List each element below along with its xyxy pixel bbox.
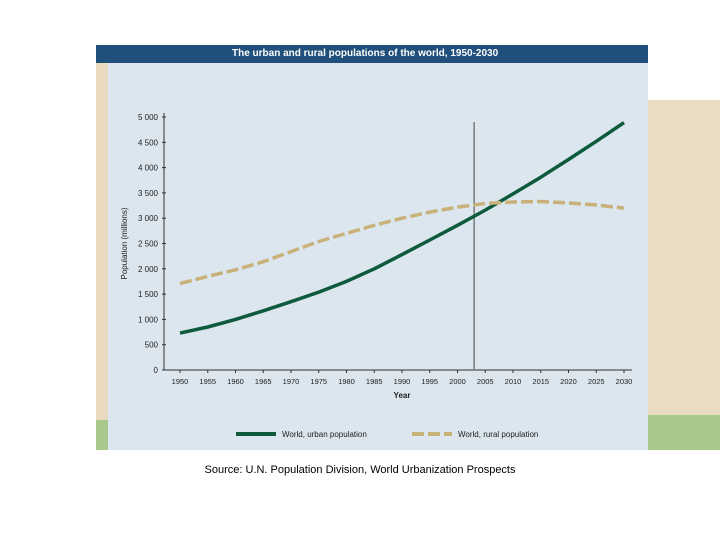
y-tick-label: 4 000 (137, 163, 158, 173)
x-tick-label: 1975 (310, 377, 328, 386)
chart-title: The urban and rural populations of the world, 1950-2030 (232, 48, 499, 59)
x-tick-label: 2005 (476, 377, 494, 386)
x-tick-label: 1955 (199, 377, 217, 386)
x-tick-label: 1985 (365, 377, 383, 386)
y-tick-label: 4 500 (137, 138, 158, 148)
y-tick-label: 0 (153, 366, 158, 375)
x-tick-label: 2010 (504, 377, 522, 386)
y-tick-label: 1 500 (137, 290, 158, 300)
x-tick-label: 1960 (227, 377, 244, 386)
x-tick-label: 1980 (338, 377, 355, 386)
y-tick-label: 5 000 (137, 113, 158, 122)
x-tick-label: 1995 (421, 377, 439, 386)
source-caption: Source: U.N. Population Division, World Urbanization Prospects (204, 464, 516, 476)
urban-population-line (180, 123, 624, 334)
y-axis-label: Population (millions) (120, 207, 129, 280)
x-tick-label: 2030 (615, 377, 633, 386)
x-tick-label: 2000 (449, 377, 466, 386)
x-tick-label: 1990 (393, 377, 411, 386)
legend-label-rural: World, rural population (458, 430, 539, 439)
x-tick-label: 1965 (254, 377, 272, 386)
x-tick-label: 1970 (282, 377, 300, 386)
y-tick-label: 2 000 (137, 264, 158, 274)
y-tick-label: 3 500 (137, 188, 158, 198)
legend-label-urban: World, urban population (282, 430, 367, 439)
rural-population-line (180, 202, 624, 284)
x-tick-label: 2020 (560, 377, 577, 386)
y-tick-label: 2 500 (137, 239, 158, 249)
x-axis-label: Year (393, 391, 411, 400)
x-tick-label: 2025 (587, 377, 605, 386)
y-tick-label: 3 000 (137, 214, 158, 224)
x-tick-label: 1950 (171, 377, 189, 386)
x-tick-label: 2015 (532, 377, 550, 386)
y-tick-label: 500 (144, 340, 158, 350)
y-tick-label: 1 000 (137, 315, 158, 325)
